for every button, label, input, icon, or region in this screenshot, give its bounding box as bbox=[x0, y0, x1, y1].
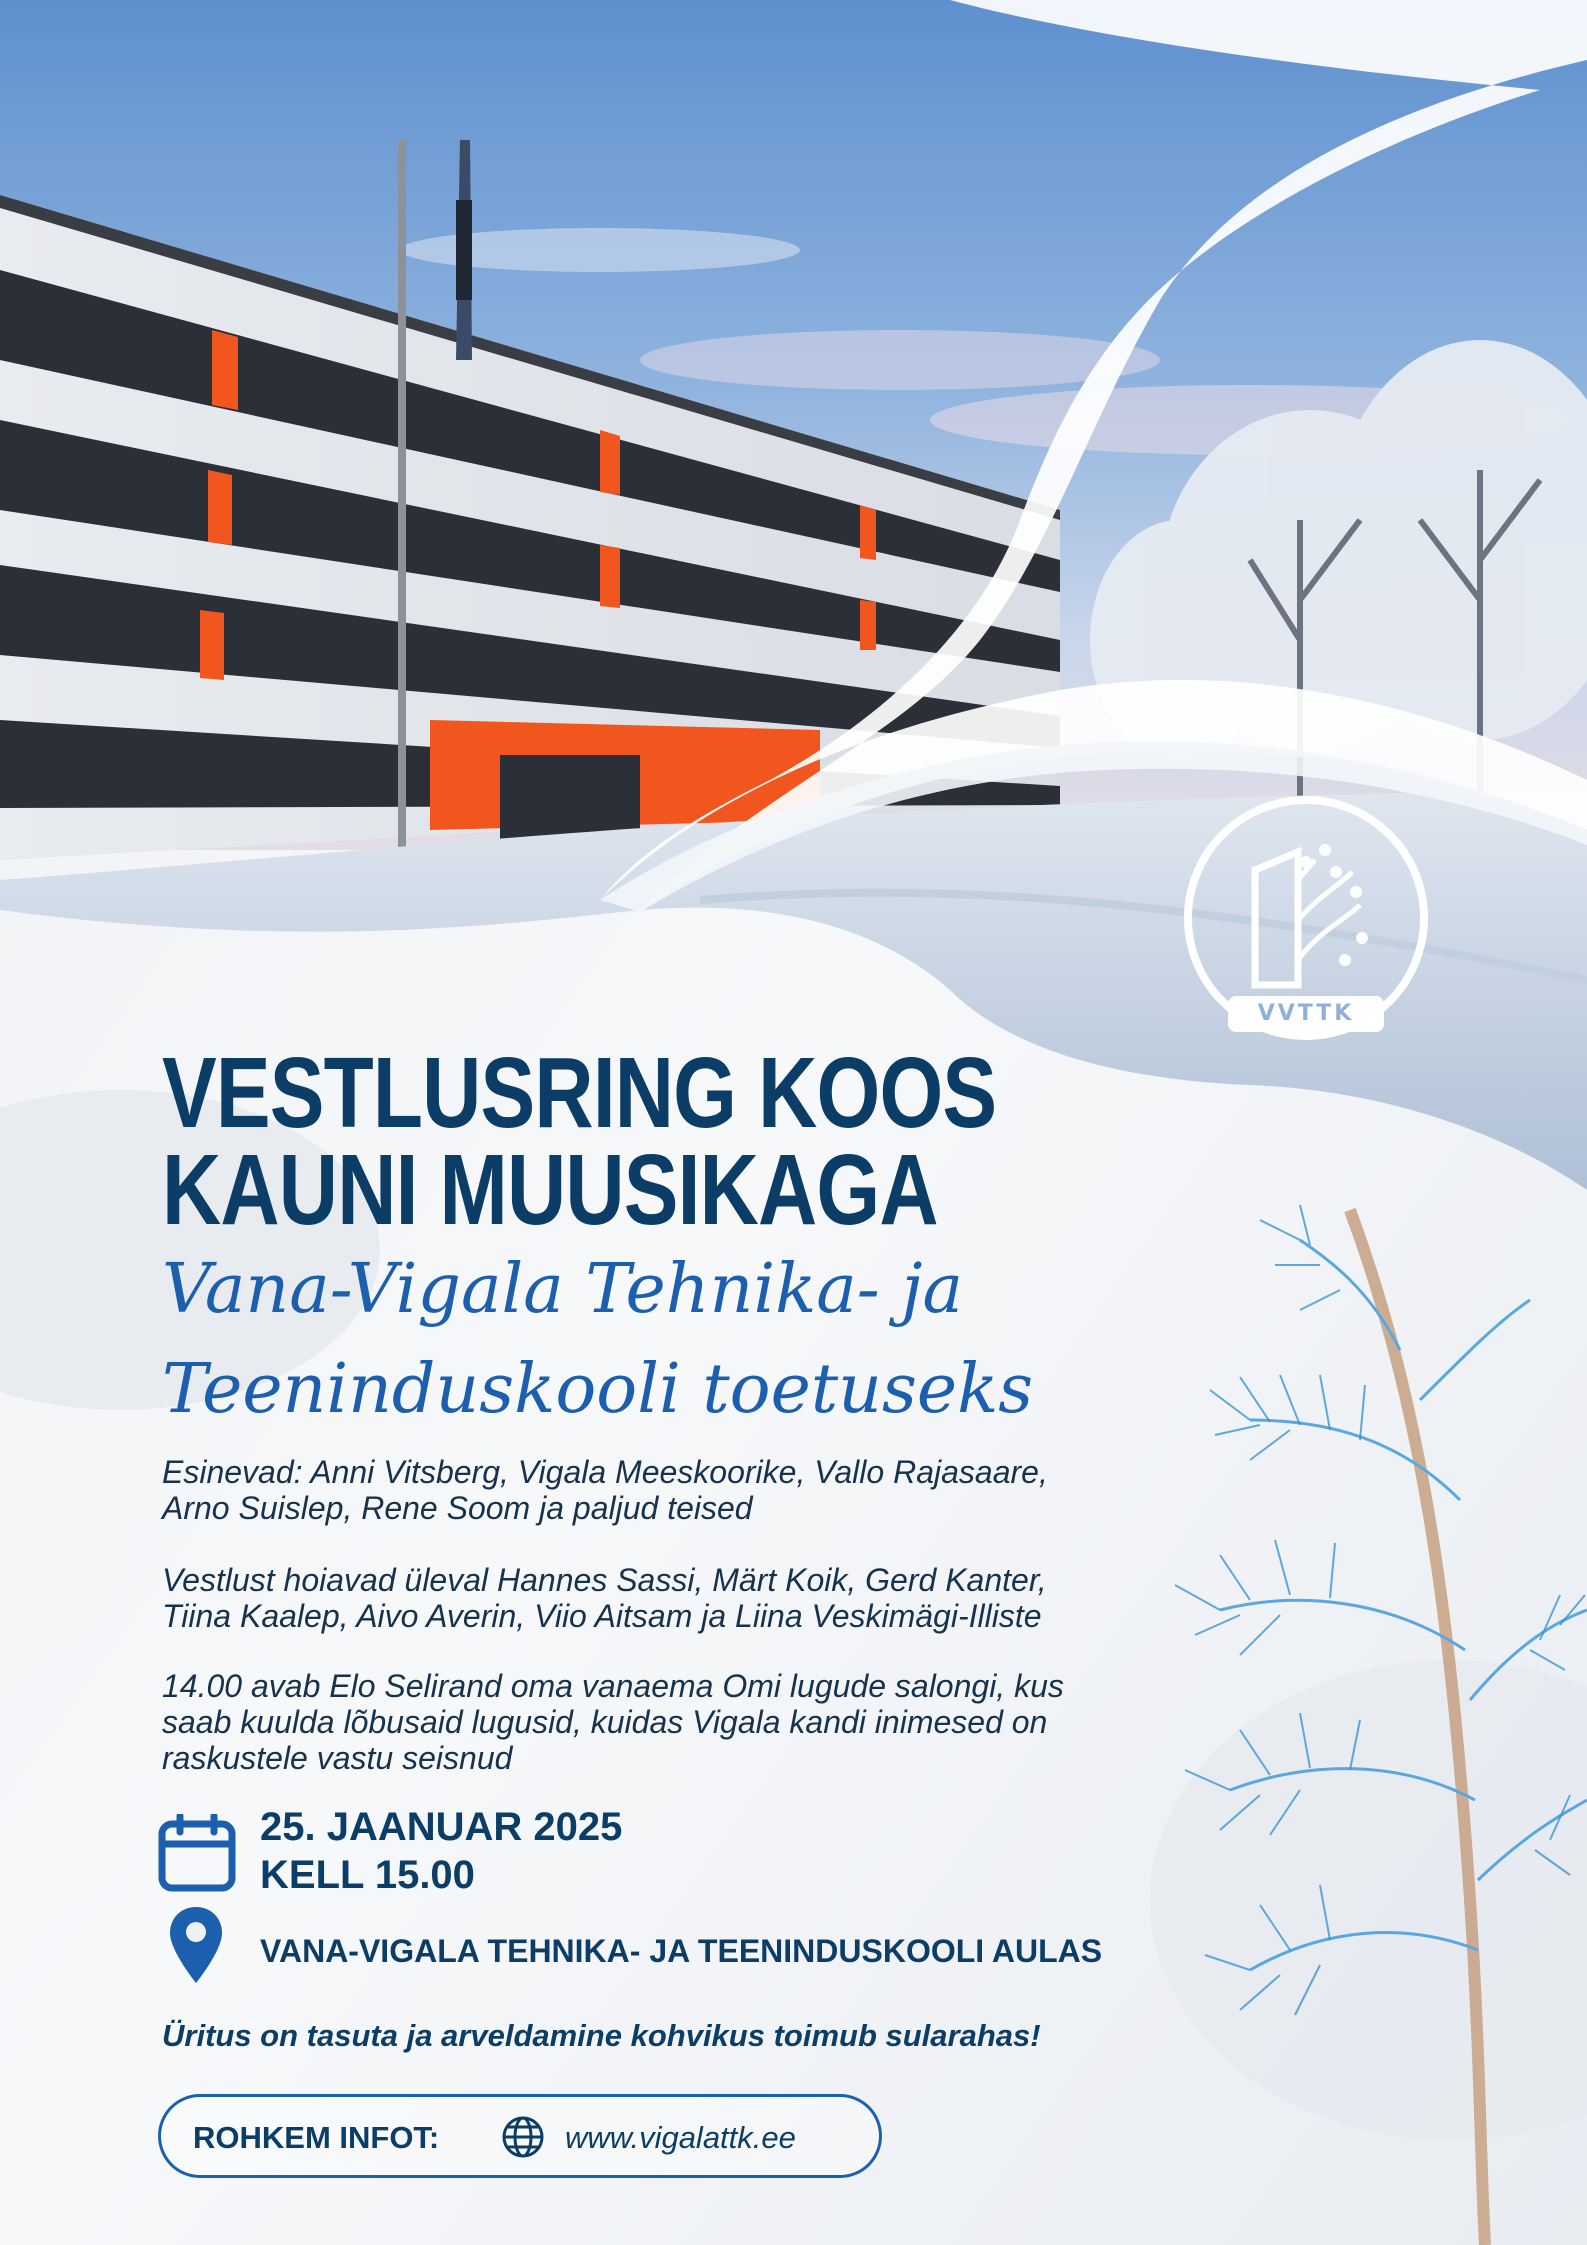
salon-line: raskustele vastu seisnud bbox=[162, 1740, 513, 1776]
event-location: VANA-VIGALA TEHNIKA- JA TEENINDUSKOOLI AULAS bbox=[260, 1933, 1103, 1969]
payment-note: Üritus on tasuta ja arveldamine kohvikus toimub sularahas! bbox=[162, 2018, 1041, 2053]
map-pin-icon bbox=[168, 1905, 224, 1985]
more-info-label: ROHKEM INFOT: bbox=[193, 2120, 440, 2155]
performers-text bbox=[162, 1454, 1048, 1526]
hosts-line: Vestlust hoiavad üleval Hannes Sassi, Märt Koik, Gerd Kanter, bbox=[162, 1562, 1047, 1598]
hosts-text bbox=[162, 1562, 1047, 1634]
globe-icon bbox=[501, 2115, 545, 2159]
salon-line: 14.00 avab Elo Selirand oma vanaema Omi lugude salongi, kus bbox=[162, 1668, 1064, 1704]
title-line-1: VESTLUSRING KOOS bbox=[162, 1037, 997, 1149]
salon-text bbox=[162, 1668, 1064, 1776]
title-line-2: KAUNI MUUSIKAGA bbox=[162, 1134, 938, 1246]
event-subtitle bbox=[162, 1240, 1033, 1440]
subtitle-line-1: Vana-Vigala Tehnika- ja bbox=[162, 1250, 964, 1329]
hosts-line: Tiina Kaalep, Aivo Averin, Viio Aitsam ja Liina Veskimägi-Illiste bbox=[162, 1598, 1042, 1634]
event-date: 25. JAANUAR 2025 bbox=[260, 1805, 623, 1849]
performers-line: Arno Suislep, Rene Soom ja paljud teised bbox=[162, 1490, 753, 1526]
salon-line: saab kuulda lõbusaid lugusid, kuidas Vigala kandi inimesed on bbox=[162, 1704, 1048, 1740]
event-title bbox=[162, 1037, 997, 1246]
more-info-link[interactable] bbox=[158, 2094, 882, 2178]
date-time-block bbox=[158, 1800, 678, 1910]
website-url[interactable]: www.vigalattk.ee bbox=[565, 2120, 796, 2155]
performers-line: Esinevad: Anni Vitsberg, Vigala Meeskoorike, Vallo Rajasaare, bbox=[162, 1454, 1048, 1490]
location-block bbox=[168, 1905, 1268, 1985]
calendar-icon bbox=[158, 1814, 238, 1894]
logo-text: VVTTK bbox=[1257, 1001, 1355, 1026]
event-time: KELL 15.00 bbox=[260, 1853, 475, 1897]
subtitle-line-2: Teeninduskooli toetuseks bbox=[162, 1350, 1034, 1429]
